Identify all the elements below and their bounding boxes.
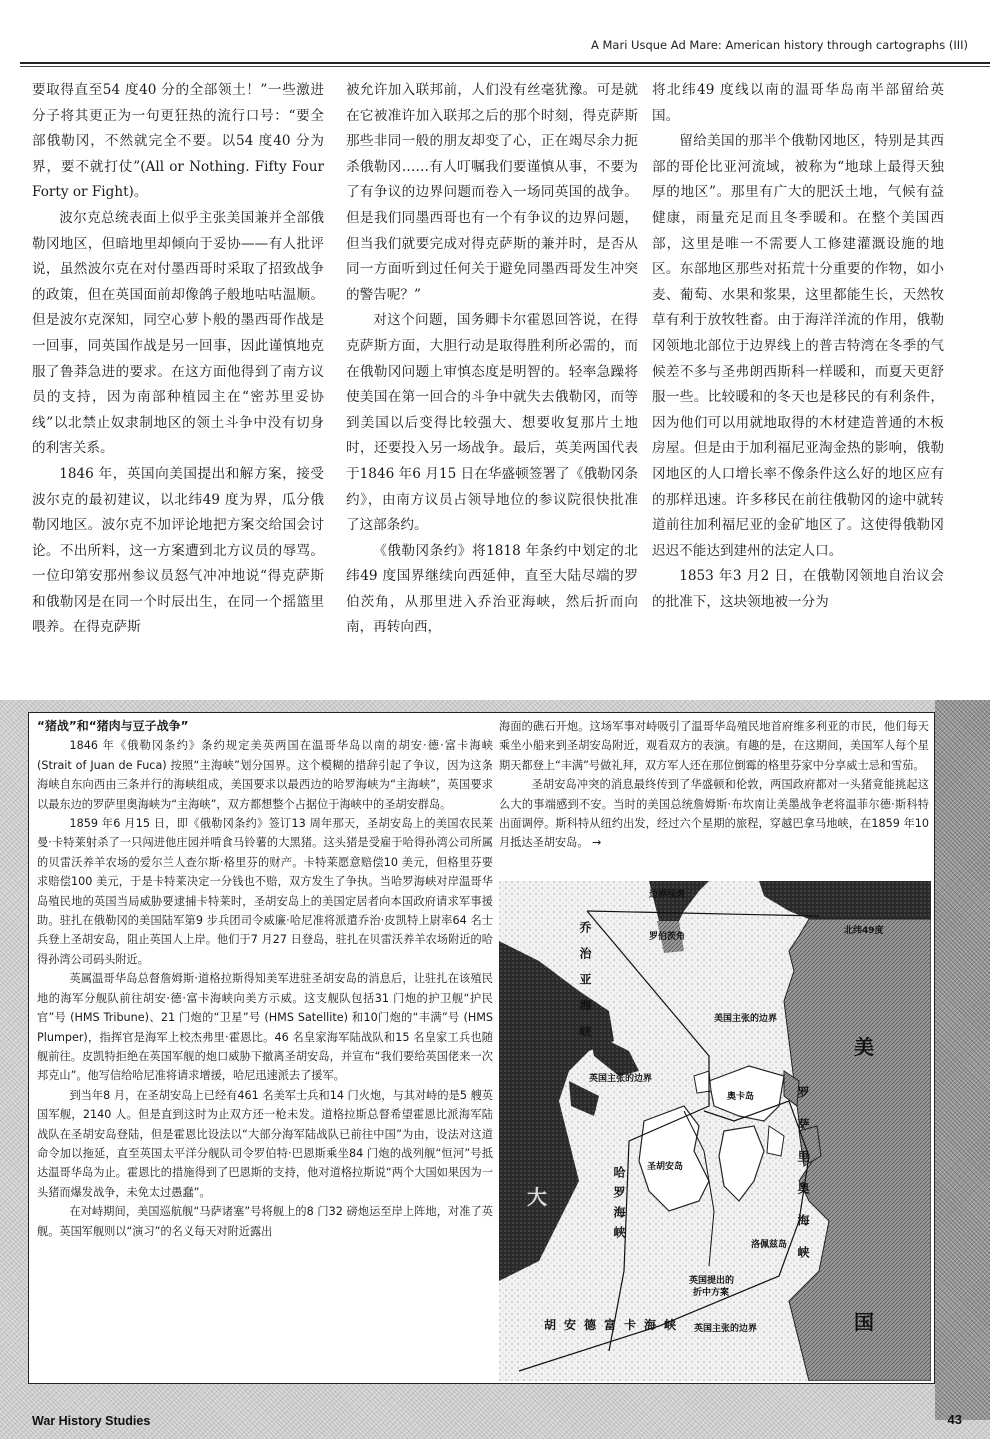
paragraph: 1853 年3 月2 日，在俄勒冈领地自治议会的批准下，这块领地被一分为 [652, 568, 944, 610]
page-header [0, 0, 990, 72]
paragraph: 要取得直至54 度40 分的全部领土！”一些激进分子将其更正为一句更狂热的流行口号：“要全部俄勒冈，不然就完全不要。以54 度40 分为界，要不就打仗”(All or Nothing. Fifty Four Forty or Fight)。 [32, 82, 324, 201]
map-label-compromise-2: 折中方案 [693, 1288, 730, 1298]
map-label-georgia-strait: 乔治亚海峡 [578, 921, 592, 1051]
map-label-boundary-bay: 边界线湾 [649, 890, 686, 900]
header-rule-thin [20, 66, 990, 67]
paragraph: 将北纬49 度线以南的温哥华岛南半部留给英国。 [652, 82, 944, 124]
sidebar-paragraph: 1846 年《俄勒冈条约》条约规定美英两国在温哥华岛以南的胡安·德·富卡海峡 (Strait of Juan de Fuca) 按照“主海峡”划分国界。这个模糊的措辞引起了争议，因为这条海峡自东向西由三条并行的海峡组成，美国要求以最西边的哈罗海峡为“主海峡”，英国要求以最东边的罗萨里奥海峡为“主海峡”，双方都想整个占据位于海峡中的圣胡安群岛。 [37, 739, 493, 811]
sidebar-paragraph: 英属温哥华岛总督詹姆斯·道格拉斯得知美军进驻圣胡安岛的消息后，让驻扎在该殖民地的海军分舰队前往胡安·德·富卡海峡向美方示威。这支舰队包括31 门炮的护卫舰“护民官”号 (HMS Tribune)、21 门炮的“卫星”号 (HMS Satellite) 和10门炮的“丰满”号 (HMS Plumper)，指挥官是海军上校杰弗里·霍恩比。46 名皇家海军陆战队和15 名皇家工兵也随舰前往。皮凯特拒绝在英国军舰的炮口威胁下撤离圣胡安岛，并宣布“我们要给英国佬来一次邦克山”。他写信给哈尼准将请求增援，哈尼迅速派去了援军。 [37, 972, 493, 1083]
map-label-compromise-1: 英国提出的 [689, 1276, 735, 1286]
page-number: 43 [947, 1412, 962, 1427]
article-column-2 [346, 78, 638, 696]
sidebar-left-column [37, 717, 493, 1241]
san-juan-map [499, 881, 931, 1381]
running-title: A Mari Usque Ad Mare: American history through cartographs (III) [590, 38, 968, 52]
map-label-rosario-strait: 罗萨里奥海峡 [796, 1086, 810, 1278]
journal-name: War History Studies [32, 1414, 151, 1428]
map-label-point-roberts: 罗伯茨角 [649, 932, 686, 942]
sidebar-paragraph: 圣胡安岛冲突的消息最终传到了华盛顿和伦敦，两国政府都对一头猪竟能挑起这么大的事端感到不安。当时的美国总统詹姆斯·布坎南让美墨战争老将温菲尔德·斯科特出面调停。斯科特从纽约出发，经过六个星期的旅程，穿越巴拿马地峡，在1859 年10 月抵达圣胡安岛。 → [499, 778, 929, 850]
sidebar-paragraph: 海面的礁石开炮。这场军事对峙吸引了温哥华岛殖民地首府维多利亚的市民，他们每天乘坐小船来到圣胡安岛附近，观看双方的表演。有趣的是，在这期间，美国军人每个星期天都登上“丰满”号做礼拜，双方军人还在那位倒霉的格里芬家中分享威士忌和雪茄。 [499, 720, 929, 772]
paragraph: 《俄勒冈条约》将1818 年条约中划定的北纬49 度国界继续向西延伸，直至大陆尽端的罗伯茨角，从那里进入乔治亚海峡，然后折而向南，再转向西， [346, 542, 638, 636]
map-label-usa-1: 美 [854, 1035, 874, 1059]
map-label-san-juan-island: 圣胡安岛 [647, 1162, 684, 1172]
map-label-us-claim: 美国主张的边界 [714, 1014, 778, 1024]
side-texture [935, 700, 990, 1420]
article-column-3 [652, 78, 944, 696]
sidebar-paragraph: 在对峙期间，美国巡航舰“马萨诸塞”号将舰上的8 门32 磅炮运至岸上阵地，对准了英舰。英国军舰则以“演习”的名义每天对附近露出 [37, 1205, 493, 1238]
paragraph: 1846 年，英国向美国提出和解方案，接受波尔克的最初建议，以北纬49 度为界，瓜分俄勒冈地区。波尔克不加评论地把方案交给国会讨论。不出所料，这一方案遭到北方议员的辱骂。一位印第安那州参议员怒气冲冲地说“得克萨斯和俄勒冈是在同一个时辰出生，在同一个摇篮里喂养。在得克萨斯 [32, 465, 324, 636]
map-label-49th-parallel: 北纬49度 [844, 926, 884, 936]
map-label-juan-de-fuca: 胡安德富卡海峡 [544, 1318, 685, 1332]
sidebar-box [28, 712, 935, 1384]
sidebar-paragraph: 到当年8 月，在圣胡安岛上已经有461 名美军士兵和14 门火炮，与其对峙的是5 艘英国军舰，2140 人。但是直到这时为止双方还一枪未发。道格拉斯总督希望霍恩比派海军陆战队在圣胡安岛登陆，但是霍恩比设法以“大部分海军陆战队已前往中国”为由，设法对这道命令加以拖延，直至英国太平洋分舰队司令罗伯特·巴恩斯乘坐84 门炮的战列舰“恒河”号抵达温哥华岛为止。霍恩比的措施得到了巴恩斯的支持，他对道格拉斯说“两个大国如果因为一头猪而爆发战争，未免太过愚蠢”。 [37, 1088, 493, 1199]
map-label-haro-strait: 哈罗海峡 [612, 1166, 626, 1246]
article-column-1 [32, 78, 324, 696]
map-label-uk-claim: 英国主张的边界 [589, 1074, 653, 1084]
header-rule [20, 62, 990, 64]
map-label-uk-claim-bottom: 英国主张的边界 [694, 1324, 758, 1334]
paragraph: 被允许加入联邦前，人们没有丝毫犹豫。可是就在它被准许加入联邦之后的那个时刻，得克萨斯那些非同一般的朋友却变了心，正在竭尽余力扼杀俄勒冈……有人叮嘱我们要谨慎从事，不要为了有争议的边界问题而卷入一场同英国的战争。但是我们同墨西哥也有一个有争议的边界问题，但当我们就要完成对得克萨斯的兼并时，是否从同一方面听到过任何关于避免同墨西哥发生冲突的警告呢？” [346, 82, 638, 303]
sidebar-paragraph: 1859 年6 月15 日，即《俄勒冈条约》签订13 周年那天，圣胡安岛上的美国农民莱曼·卡特莱射杀了一只闯进他庄园并啃食马铃薯的大黑猪。这头猪是受雇于哈得孙湾公司所属的贝雷沃养羊农场的爱尔兰人查尔斯·格里芬的财产。卡特莱愿意赔偿10 美元，但格里芬要求赔偿100 美元，于是卡特莱决定一分钱也不赔，双方发生了争执。当哈罗海峡对岸温哥华岛殖民地的英国当局威胁要逮捕卡特莱时，圣胡安岛上的美国定居者向本国政府请求军事援助。驻扎在俄勒冈的美国陆军第9 步兵团司令威廉·哈尼准将派遣乔治·皮凯特上尉率64 名士兵登上圣胡安岛，阻止英国人上岸。他们于7 月27 日登岛，驻扎在贝雷沃养羊农场附近的哈得孙湾公司码头附近。 [37, 817, 493, 966]
paragraph: 对这个问题，国务卿卡尔霍恩回答说，在得克萨斯方面，大胆行动是取得胜利所必需的，而在俄勒冈问题上审慎态度是明智的。轻率急躁将使美国在第一回合的斗争中就失去俄勒冈，而等到美国以后变得比较强大、想要收复那片土地时，还要投入另一场战争。最后，英美两国代表于1846 年6 月15 日在华盛顿签署了《俄勒冈条约》，由南方议员占领导地位的参议院很快批准了这部条约。 [346, 312, 638, 534]
map-label-canada: 大 [527, 1185, 547, 1209]
sidebar-title: “猪战”和“猪肉与豆子战争” [37, 719, 189, 733]
sidebar-right-column [499, 717, 929, 853]
paragraph: 波尔克总统表面上似乎主张美国兼并全部俄勒冈地区，但暗地里却倾向于妥协——有人批评说，虽然波尔克在对付墨西哥时采取了招致战争的政策，但在英国面前却像鸽子般地咕咕温顺。但是波尔克深知，同空心萝卜般的墨西哥作战是一回事，同英国作战是另一回事，因此谨慎地克服了鲁莽急进的要求。在这方面他得到了南方议员的支持，因为南部种植园主在“密苏里妥协线”以北禁止奴隶制地区的领土斗争中没有切身的利害关系。 [32, 209, 324, 457]
paragraph: 留给美国的那半个俄勒冈地区，特别是其西部的哥伦比亚河流域，被称为“地球上最得天独厚的地区”。那里有广大的肥沃土地，气候有益健康，雨量充足而且冬季暖和。在整个美国西部，这里是唯一不需要人工修建灌溉设施的地区。东部地区那些对拓荒十分重要的作物，如小麦、葡萄、水果和浆果，这里都能生长，天然牧草有利于放牧牲畜。由于海洋洋流的作用，俄勒冈领地北部位于边界线上的普吉特湾在冬季的气候差不多与圣弗朗西斯科一样暖和，而夏天更舒服一些。比较暖和的冬天也是移民的有利条件，因为他们可以用就地取得的木材建造普通的木板房屋。但是由于加利福尼亚淘金热的影响，俄勒冈地区的人口增长率不像条件这么好的地区应有的那样迅速。许多移民在前往俄勒冈的途中就转道前往加利福尼亚的金矿地区了。这使得俄勒冈迟迟不能达到建州的法定人口。 [652, 133, 944, 559]
map-label-lopez-island: 洛佩兹岛 [751, 1240, 788, 1250]
map-label-usa-2: 国 [854, 1310, 874, 1334]
map-label-orcas-island: 奥卡岛 [727, 1092, 755, 1102]
